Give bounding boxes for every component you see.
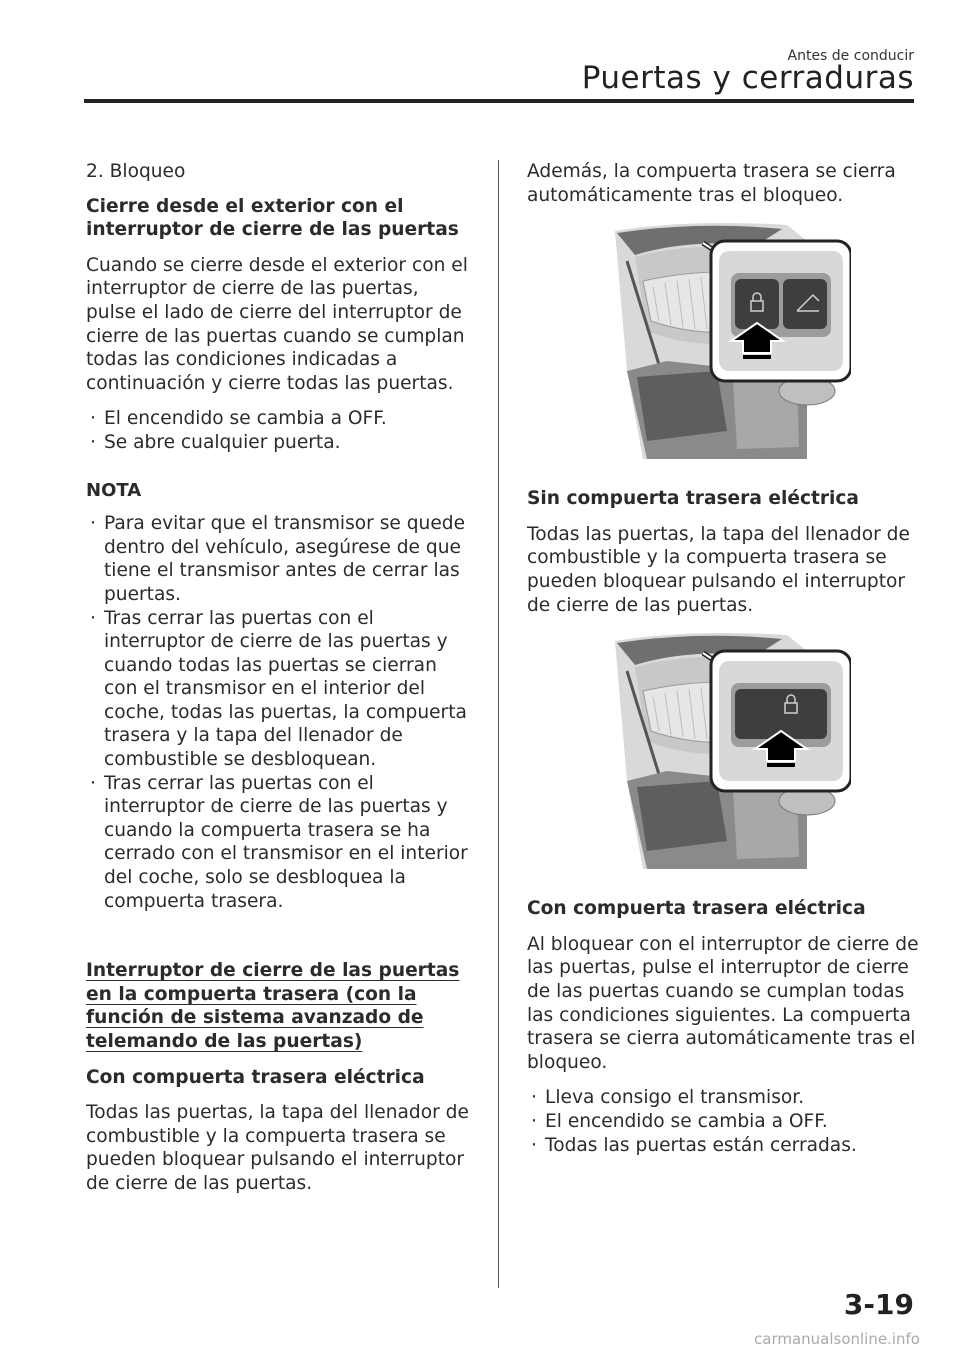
step-lock: 2. Bloqueo (86, 161, 186, 182)
list-item: · El encendido se cambia a OFF. (527, 1110, 922, 1134)
liftgate-two-button-switch-icon (607, 221, 851, 459)
header-rule (84, 99, 914, 103)
condition-list-right (527, 1086, 922, 1157)
paragraph-power-liftgate: Todas las puertas, la tapa del llenador de combustible y la compuerta trasera se pueden bloquear pulsando el interruptor de cierre de las puertas. (86, 1102, 469, 1194)
figure-liftgate-two-buttons (607, 221, 847, 459)
liftgate-single-button-switch-icon (607, 631, 851, 869)
heading-liftgate-switch (86, 959, 471, 1053)
header-section: Antes de conducir (787, 48, 914, 64)
note-item: · Tras cerrar las puertas con el interruptor de cierre de las puertas y cuando la compuerta trasera se ha cerrado con el transmisor en el interior del coche, solo se desbloquea la compuerta trasera. (86, 772, 471, 914)
paragraph-exterior-lock: Cuando se cierre desde el exterior con el interruptor de cierre de las puertas, pulse el lado de cierre del interruptor de cierre de las puertas cuando se cumplan todas las condiciones indicadas a continuación y cierre todas las puertas. (86, 254, 468, 394)
page-number: 3-19 (843, 1288, 914, 1321)
list-item: · Lleva consigo el transmisor. (527, 1086, 922, 1110)
paragraph-no-power-liftgate: Todas las puertas, la tapa del llenador de combustible y la compuerta trasera se pueden bloquear pulsando el interruptor de cierre de las puertas. (527, 523, 910, 616)
heading-power-liftgate: Con compuerta trasera eléctrica (86, 1066, 425, 1088)
heading-liftgate-switch-text: Interruptor de cierre de las puertas en la compuerta trasera (con la función de sistema avanzado de telemando de las puertas) (86, 960, 460, 1052)
condition-list (86, 407, 471, 454)
column-divider (498, 160, 499, 1288)
note-title: NOTA (86, 479, 142, 501)
list-item: · El encendido se cambia a OFF. (86, 407, 471, 431)
header-chapter-title: Puertas y cerraduras (581, 60, 914, 96)
left-column (86, 160, 471, 1208)
note-item: · Tras cerrar las puertas con el interruptor de cierre de las puertas y cuando todas las puertas se cierran con el transmisor en el interior del coche, todas las puertas, la compuerta trasera y la tapa del llenador de combustible se desbloquean. (86, 607, 471, 772)
heading-power-liftgate-right: Con compuerta trasera eléctrica (527, 898, 866, 920)
list-item: · Todas las puertas están cerradas. (527, 1134, 922, 1158)
note-list (86, 512, 471, 913)
right-column (527, 160, 922, 1169)
figure-liftgate-single-button (607, 631, 847, 869)
watermark: carmanualsonline.info (754, 1330, 920, 1348)
paragraph-auto-close: Además, la compuerta trasera se cierra automáticamente tras el bloqueo. (527, 161, 896, 206)
paragraph-power-liftgate-right: Al bloquear con el interruptor de cierre de las puertas, pulse el interruptor de cierre de las puertas cuando se cumplan todas las condiciones siguientes. La compuerta trasera se cierra automáticamente tras el bloqueo. (527, 933, 919, 1073)
heading-no-power-liftgate: Sin compuerta trasera eléctrica (527, 488, 859, 510)
list-item: · Se abre cualquier puerta. (86, 431, 471, 455)
heading-exterior-lock: Cierre desde el exterior con el interruptor de cierre de las puertas (86, 195, 459, 241)
note-item: · Para evitar que el transmisor se quede dentro del vehículo, asegúrese de que tiene el transmisor antes de cerrar las puertas. (86, 512, 471, 606)
